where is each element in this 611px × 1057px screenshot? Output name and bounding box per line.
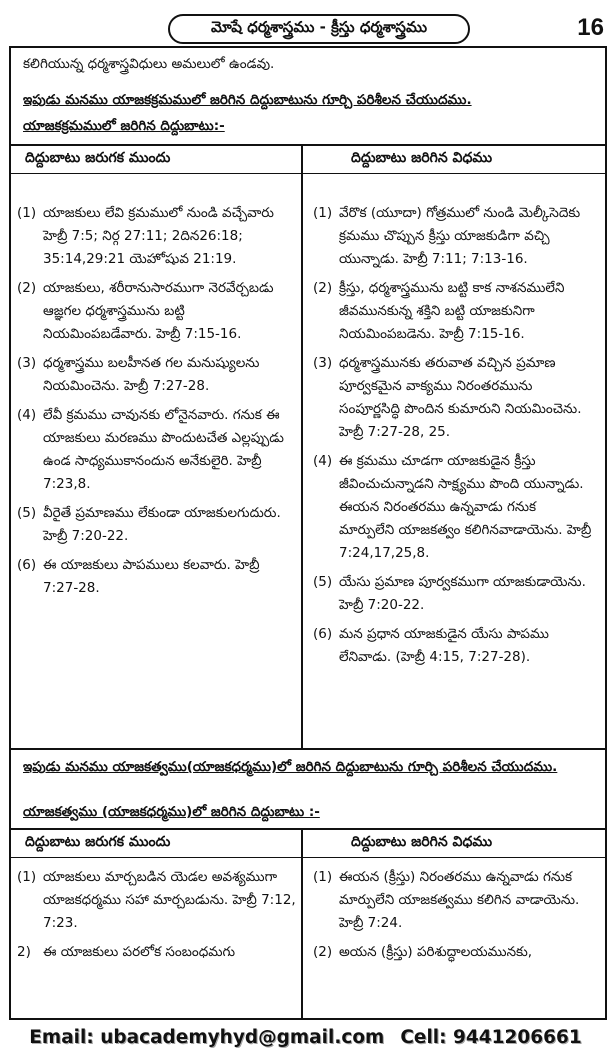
list-item: (3) ధర్మశాస్త్రము బలహీనత గల మనుష్యులను నియమించెను. హెబ్రీ 7:27-28. (17, 355, 260, 394)
section1-column-divider (301, 146, 303, 748)
list-item: 2) ఈ యాజకులు పరలోక సంబంధమగు (17, 944, 236, 960)
section2-left-column (17, 866, 297, 970)
list-item: (4) ఈ క్రమము చూడగా యాజకుడైన క్రీస్తు జీవించుచున్నాడని సాక్ష్యము పొంది యున్నాడు. ఈయన నిరంతరము ఉన్నవాడు గనుక మార్పులేని యాజకత్వం కలిగినవాడాయెను. హెబ్రీ 7:24,17,25,8. (313, 453, 592, 561)
section1-col-left-header: దిద్దుబాటు జరుగక ముందు (25, 150, 171, 166)
section1-right-column (313, 202, 593, 675)
list-item: (4) లేవీ క్రమము చావునకు లోనైనవారు. గనుక ఈ యాజకులు మరణము పొందుటచేత ఎల్లప్పుడు ఉండ సాధ్యముకానందున అనేకులైరి. హెబ్రీ 7:23,8. (17, 407, 284, 492)
section1-col-right-header: దిద్దుబాటు జరిగిన విధము (351, 150, 493, 166)
content-frame (9, 46, 607, 1020)
section2-col-left-header: దిద్దుబాటు జరుగక ముందు (25, 834, 171, 850)
list-item: (3) ధర్మశాస్త్రమునకు తరువాత వచ్చిన ప్రమాణ పూర్వకమైన వాక్యము నిరంతరమును సంపూర్ణసిద్ధి పొందిన కుమారుని నియమించెను. హెబ్రీ 7:27-28, 25. (313, 355, 582, 440)
section2-heading: ఇపుడు మనము యాజకత్వము(యాజకధర్మము)లో జరిగిన దిద్దుబాటును గూర్చి పరిశీలన చేయుదము. (23, 759, 558, 775)
page-title: మోషే ధర్మశాస్త్రము - క్రీస్తు ధర్మశాస్త్రము (168, 14, 470, 44)
intro-line: కలిగియున్న ధర్మశాస్త్రవిధులు అమలులో ఉండవు. (23, 56, 275, 72)
list-item: (2) క్రీస్తు, ధర్మశాస్త్రమును బట్టి కాక నాశనములేని జీవమునకున్న శక్తిని బట్టి యాజకునిగా నియమింపబడెను. హెబ్రీ 7:15-16. (313, 280, 565, 342)
section-divider (11, 748, 605, 750)
section1-table-header (11, 144, 605, 174)
section2-subheading: యాజకత్వము (యాజకధర్మము)లో జరిగిన దిద్దుబాటు :- (23, 804, 320, 820)
list-item: (1) యాజకులు మార్చబడిన యెడల అవశ్యముగా యాజకధర్మము సహా మార్చబడును. హెబ్రీ 7:12, 7:23. (17, 869, 296, 931)
section1-heading: ఇపుడు మనము యాజకక్రమములో జరిగిన దిద్దుబాటును గూర్చి పరిశీలన చేయుదము. (23, 92, 472, 108)
section1-subheading: యాజకక్రమములో జరిగిన దిద్దుబాటు:- (23, 118, 225, 134)
list-item: (6) ఈ యాజకులు పాపములు కలవారు. హెబ్రీ 7:27-28. (17, 557, 260, 596)
section2-right-column (313, 866, 593, 970)
list-item: (2) అయన (క్రీస్తు) పరిశుద్ధాలయమునకు, (313, 944, 533, 960)
list-item: (5) వీరైతే ప్రమాణము లేకుండా యాజకులగుదురు. హెబ్రీ 7:20-22. (17, 505, 281, 544)
page-header (8, 8, 606, 46)
list-item: (6) మన ప్రధాన యాజకుడైన యేసు పాపము లేనివాడు. (హెబ్రీ 4:15, 7:27-28). (313, 626, 549, 665)
section2-column-divider (301, 830, 303, 1020)
footer-cell: Cell: 9441206661 (400, 1026, 582, 1048)
list-item: (1) యాజకులు లేవి క్రమములో నుండి వచ్చేవారు హెబ్రీ 7:5; నిర్గ 27:11; 2దిన26:18; 35:14,29:21 యెహోషువ 21:19. (17, 205, 274, 267)
section2-table-header (11, 828, 605, 858)
list-item: (1) వేరొక (యూదా) గోత్రములో నుండి మెల్కీసెదెకు క్రమము చొప్పున క్రీస్తు యాజకుడిగా వచ్చి యున్నాడు. హెబ్రీ 7:11; 7:13-16. (313, 205, 581, 267)
page-number: 16 (577, 14, 604, 41)
list-item: (1) ఈయన (క్రీస్తు) నిరంతరము ఉన్నవాడు గనుక మార్పులేని యాజకత్వము కలిగిన వాడాయెను. హెబ్రీ 7:24. (313, 869, 580, 931)
list-item: (2) యాజకులు, శరీరానుసారముగా నెరవేర్చబడు ఆజ్ఞగల ధర్మశాస్త్రమును బట్టి నియమింపబడేవారు. హెబ్రీ 7:15-16. (17, 280, 274, 342)
list-item: (5) యేసు ప్రమాణ పూర్వకముగా యాజకుడాయెను. హెబ్రీ 7:20-22. (313, 574, 586, 613)
section2-col-right-header: దిద్దుబాటు జరిగిన విధము (351, 834, 493, 850)
section1-left-column (17, 202, 297, 606)
footer-email: Email: ubacademyhyd@gmail.com (29, 1026, 385, 1048)
contact-footer (0, 1020, 611, 1054)
